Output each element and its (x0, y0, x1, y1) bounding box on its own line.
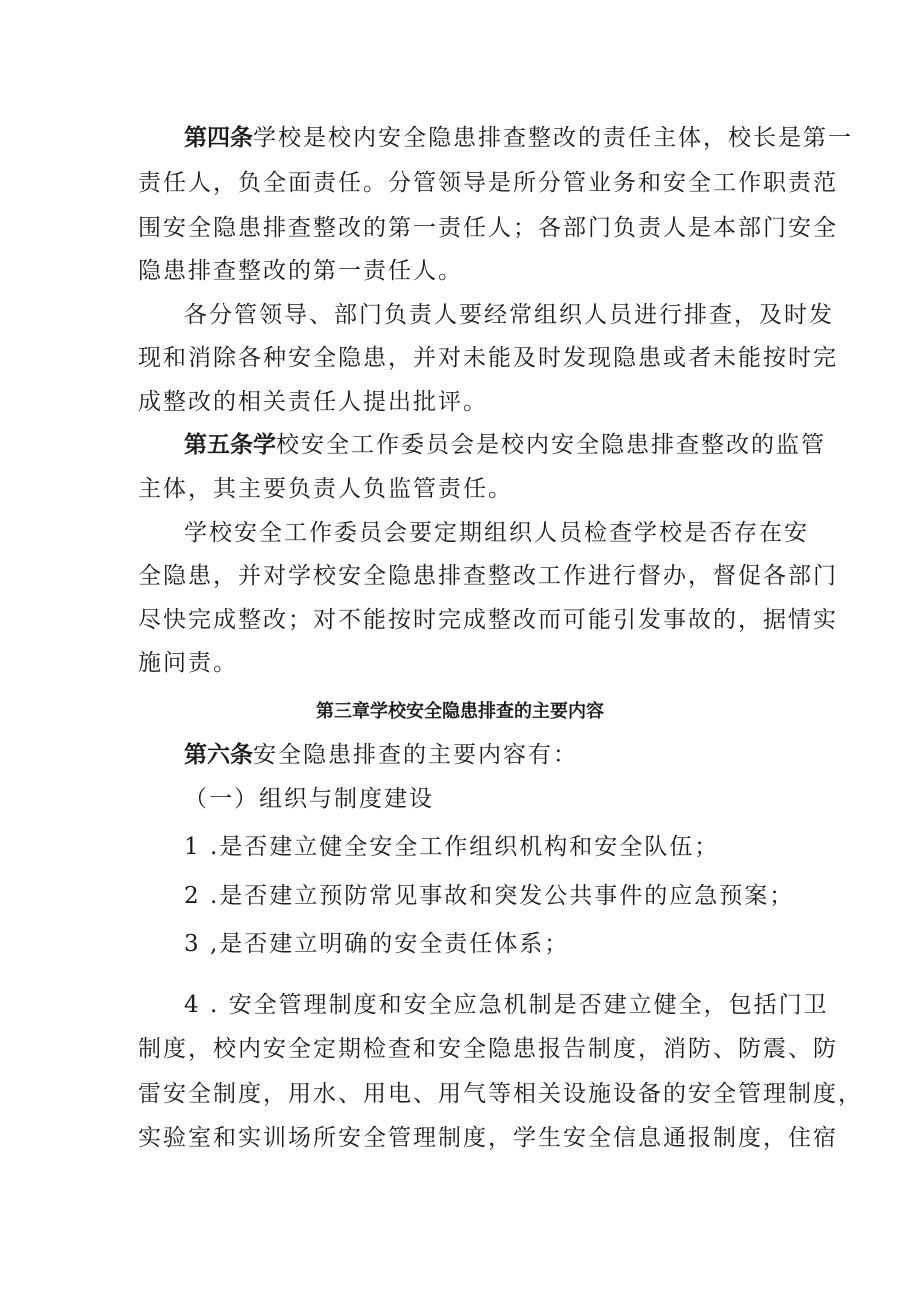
article-4-label: 第四条 (184, 125, 253, 151)
article-5-para2-line-3: 尽快完成整改；对不能按时完成整改而可能引发事故的，据情实 (138, 607, 838, 633)
article-5-para2-line-2: 全隐患，并对学校安全隐患排查整改工作进行督办，督促各部门 (138, 563, 838, 589)
item-3: 3 ,是否建立明确的安全责任体系； (184, 931, 570, 957)
article-5-para2-line-4: 施问责。 (138, 650, 238, 676)
article-4-text: 学校是校内安全隐患排查整改的责任主体，校长是第一 (253, 125, 853, 151)
article-5-line-2: 主体，其主要负责人负监管责任。 (138, 476, 513, 502)
item-4-line-4: 实验室和实训场所安全管理制度，学生安全信息通报制度，住宿 (138, 1125, 838, 1151)
item-4-line-3: 雷安全制度，用水、用电、用气等相关设施设备的安全管理制度， (138, 1081, 863, 1107)
item-4-line-2: 制度，校内安全定期检查和安全隐患报告制度，消防、防震、防 (138, 1036, 838, 1062)
article-6-label: 第六条 (184, 742, 253, 768)
article-6-line (184, 740, 834, 770)
article-4-para2-line-3: 成整改的相关责任人提出批评。 (138, 389, 488, 415)
article-4-line-2: 责任人，负全面责任。分管领导是所分管业务和安全工作职责范 (138, 170, 838, 196)
article-5-line-1 (184, 430, 834, 460)
article-5-text: 校安全工作委员会是校内安全隐患排查整改的监管 (276, 432, 826, 458)
article-4-line-4: 隐患排查整改的第一责任人。 (138, 258, 463, 284)
article-5-para2-line-1: 学校安全工作委员会要定期组织人员检查学校是否存在安 (184, 520, 809, 546)
article-4-line-1 (184, 123, 853, 153)
section-1-title: （一）组织与制度建设 (184, 786, 434, 812)
article-6-text: 安全隐患排查的主要内容有： (253, 742, 578, 768)
article-5-label: 第五条学 (184, 432, 276, 458)
item-1: 1 .是否建立健全安全工作组织机构和安全队伍； (184, 834, 720, 860)
item-2: 2 .是否建立预防常见事故和突发公共事件的应急预案； (184, 883, 795, 909)
item-4-line-1: 4 . 安全管理制度和安全应急机制是否建立健全，包括门卫 (184, 992, 829, 1018)
article-4-para2-line-2: 现和消除各种安全隐患，并对未能及时发现隐患或者未能按时完 (138, 345, 838, 371)
article-4-line-3: 围安全隐患排查整改的第一责任人；各部门负责人是本部门安全 (138, 215, 838, 241)
article-4-para2-line-1: 各分管领导、部门负责人要经常组织人员进行排查，及时发 (184, 302, 834, 328)
chapter-3-heading: 第三章学校安全隐患排查的主要内容 (316, 701, 604, 722)
